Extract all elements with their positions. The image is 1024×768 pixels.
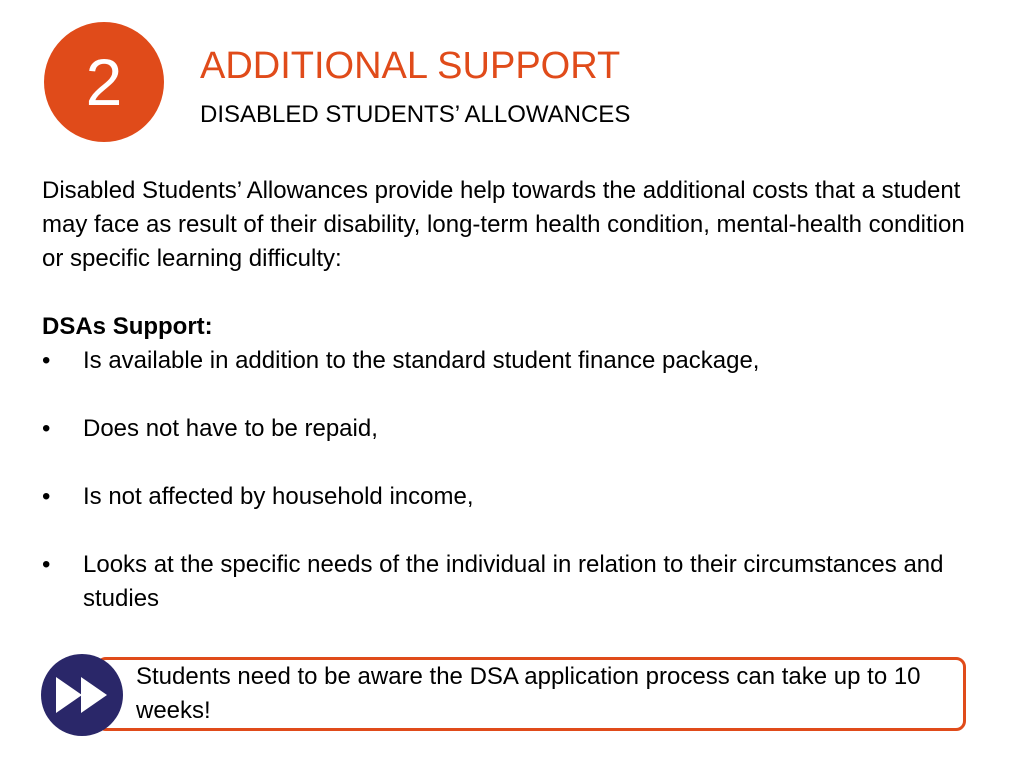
bullet-icon: • (42, 551, 51, 578)
list-item (42, 344, 992, 378)
bullet-icon: • (42, 347, 51, 374)
support-heading: DSAs Support: (42, 313, 213, 340)
list-item-text: Is not affected by household income, (83, 483, 474, 510)
list-item-text: Looks at the specific needs of the individual in relation to their circumstances and studies (83, 551, 944, 612)
body-content (42, 174, 992, 616)
bullet-icon: • (42, 415, 51, 442)
list-item (42, 548, 992, 616)
list-item (42, 480, 992, 514)
support-list (42, 344, 992, 616)
list-item-text: Does not have to be repaid, (83, 415, 378, 442)
page-title: ADDITIONAL SUPPORT (200, 45, 621, 87)
section-number-badge (44, 22, 164, 142)
callout-text: Students need to be aware the DSA application process can take up to 10 weeks! (136, 663, 921, 724)
list-item-text: Is available in addition to the standard student finance package, (83, 347, 760, 374)
fast-forward-icon (54, 675, 110, 715)
section-number: 2 (85, 45, 123, 119)
intro-paragraph: Disabled Students’ Allowances provide help towards the additional costs that a student may face as result of their disability, long-term health condition, mental-health condition or specific learning difficulty: (42, 177, 965, 272)
list-item (42, 412, 992, 446)
fast-forward-badge (41, 654, 123, 736)
bullet-icon: • (42, 483, 51, 510)
page-subtitle: DISABLED STUDENTS’ ALLOWANCES (200, 101, 631, 128)
